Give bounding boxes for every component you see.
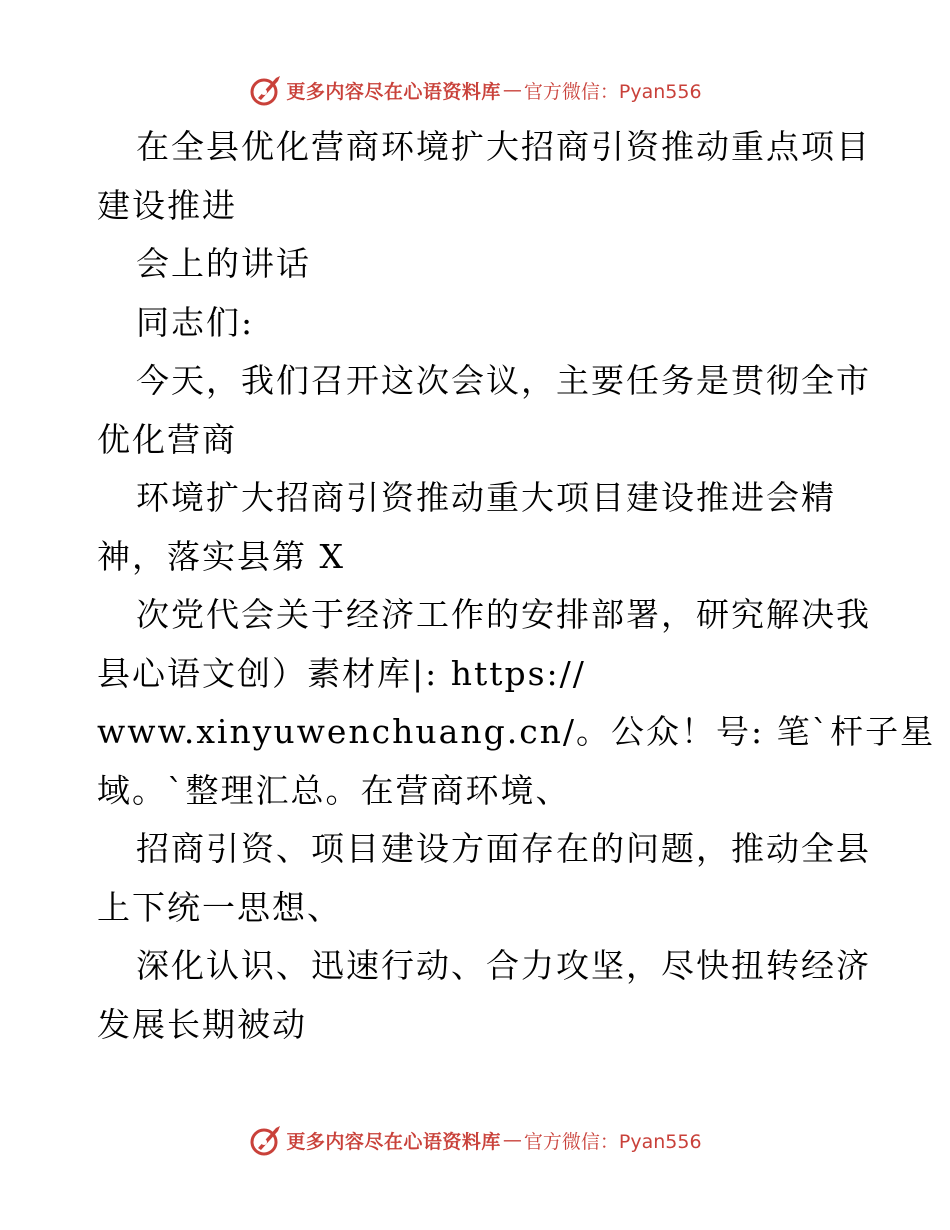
title-line-3: 会上的讲话: [136, 244, 311, 283]
banner-main-text: 更多内容尽在心语资料库: [286, 80, 501, 103]
banner-main-text: 更多内容尽在心语资料库: [286, 1130, 501, 1153]
banner-wechat-text: 官方微信：Pyan556: [523, 80, 702, 103]
title-line-1: 在全县优化营商环境扩大招商引资推动重点项目: [136, 127, 871, 166]
paragraph-line: 县心语文创）素材库|: https://: [97, 653, 586, 693]
paragraph-line: 深化认识、迅速行动、合力攻坚，尽快扭转经济: [136, 946, 871, 985]
document-body: [97, 118, 936, 1054]
paragraph-line: 招商引资、项目建设方面存在的问题，推动全县: [136, 829, 871, 868]
paragraph-line: 发展长期被动: [97, 1004, 307, 1044]
paragraph-line: 环境扩大招商引资推动重大项目建设推进会精: [136, 478, 836, 517]
banner-dash: —: [502, 1129, 522, 1151]
title-line-2: 建设推进: [97, 185, 237, 225]
salutation: 同志们:: [136, 302, 255, 342]
paragraph-line: 今天，我们召开这次会议，主要任务是贯彻全市: [136, 361, 871, 400]
paragraph-line: 上下统一思想、: [97, 887, 342, 927]
header-banner: [0, 70, 950, 110]
banner-dash: —: [502, 79, 522, 101]
quill-logo-icon: [248, 72, 284, 108]
paragraph-line: 域。`整理汇总。在营商环境、: [97, 770, 571, 810]
paragraph-line: 次党代会关于经济工作的安排部署，研究解决我: [136, 595, 871, 634]
paragraph-line: 神，落实县第 X: [97, 536, 345, 576]
paragraph-line: www.xinyuwenchuang.cn/。公众！号: 笔`杆子星: [97, 712, 936, 751]
quill-logo-icon: [248, 1122, 284, 1158]
banner-wechat-text: 官方微信：Pyan556: [523, 1130, 702, 1153]
footer-banner: [0, 1120, 950, 1160]
paragraph-line: 优化营商: [97, 419, 237, 459]
